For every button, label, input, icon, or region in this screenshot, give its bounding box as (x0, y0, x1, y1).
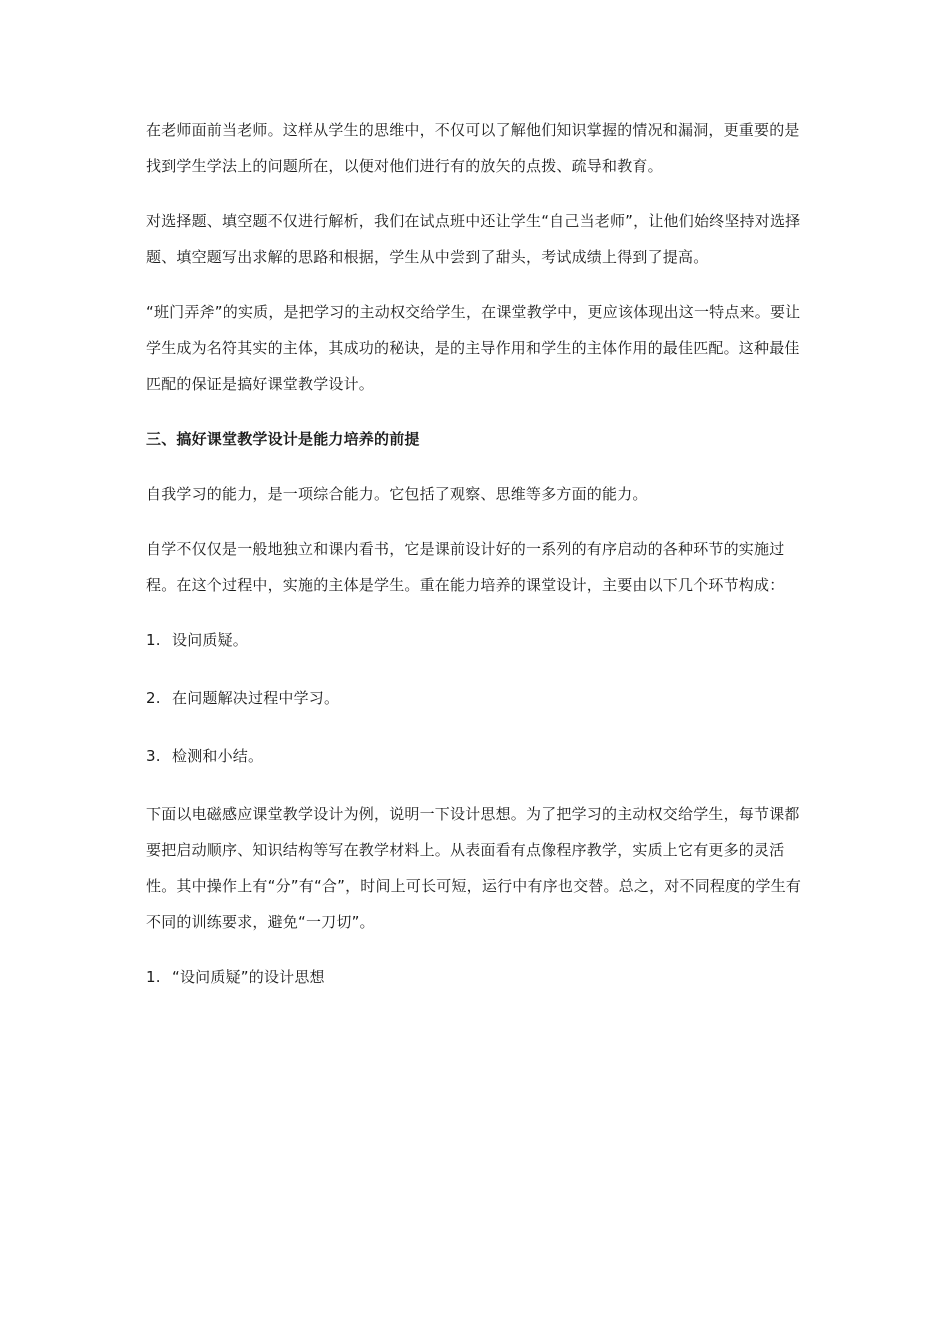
section-heading: 三、搞好课堂教学设计是能力培养的前提 (146, 430, 420, 448)
paragraph-3: “班门弄斧”的实质，是把学习的主动权交给学生，在课堂教学中，更应该体现出这一特点来。要让学生成为名符其实的主体，其成功的秘诀，是的主导作用和学生的主体作用的最佳匹配。这种最佳匹配的保证是搞好课堂教学设计。 (146, 303, 801, 393)
paragraph-2: 对选择题、填空题不仅进行解析，我们在试点班中还让学生“自己当老师”，让他们始终坚持对选择题、填空题写出求解的思路和根据，学生从中尝到了甜头，考试成绩上得到了提高。 (146, 212, 801, 266)
paragraph-4: 自我学习的能力，是一项综合能力。它包括了观察、思维等多方面的能力。 (146, 485, 648, 503)
subsection-heading (146, 959, 814, 995)
document-page (146, 112, 814, 1017)
subsection-number: 1. (146, 968, 161, 986)
list-item (146, 622, 814, 658)
list-item-number: 2. (146, 689, 161, 707)
list-item-text: 在问题解决过程中学习。 (172, 689, 340, 707)
list-item (146, 680, 814, 716)
list-item (146, 738, 814, 774)
paragraph-5: 自学不仅仅是一般地独立和课内看书，它是课前设计好的一系列的有序启动的各种环节的实施过程。在这个过程中，实施的主体是学生。重在能力培养的课堂设计，主要由以下几个环节构成： (146, 540, 785, 594)
list-item-number: 1. (146, 631, 161, 649)
subsection-text: “设问质疑”的设计思想 (172, 968, 325, 986)
paragraph-6: 下面以电磁感应课堂教学设计为例，说明一下设计思想。为了把学习的主动权交给学生，每节课都要把启动顺序、知识结构等写在教学材料上。从表面看有点像程序教学，实质上它有更多的灵活性。其中操作上有“分”有“合”，时间上可长可短，运行中有序也交替。总之，对不同程度的学生有不同的训练要求，避免“一刀切”。 (146, 805, 802, 931)
list-item-text: 设问质疑。 (172, 631, 249, 649)
list-item-number: 3. (146, 747, 161, 765)
list-item-text: 检测和小结。 (172, 747, 264, 765)
paragraph-1: 在老师面前当老师。这样从学生的思维中，不仅可以了解他们知识掌握的情况和漏洞，更重要的是找到学生学法上的问题所在，以便对他们进行有的放矢的点拨、疏导和教育。 (146, 121, 800, 175)
